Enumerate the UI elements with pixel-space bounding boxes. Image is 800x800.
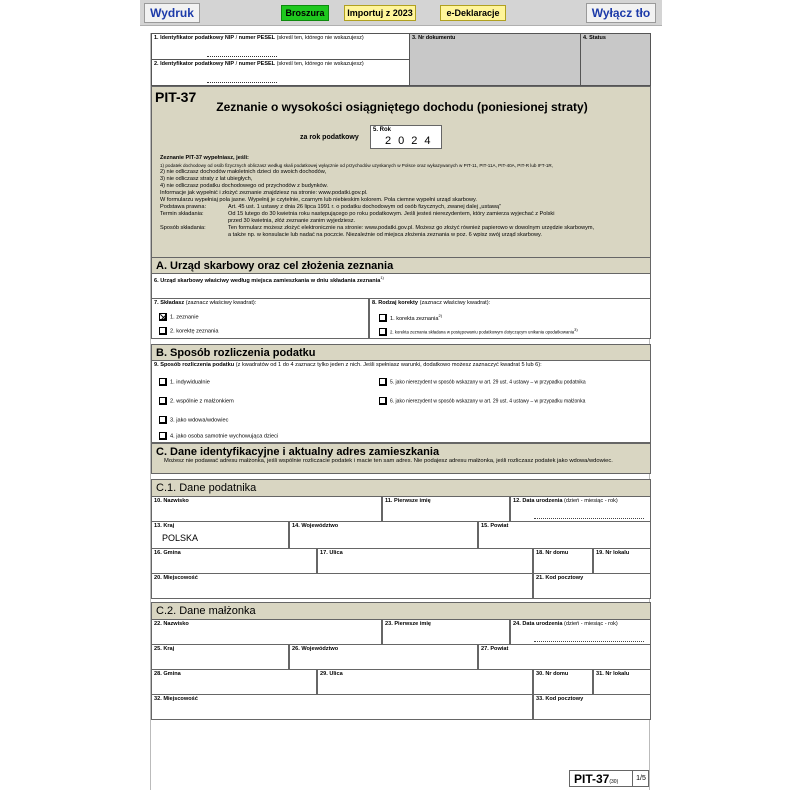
option-return[interactable]: [159, 313, 199, 321]
pesel-label-1: numer PESEL: [238, 35, 276, 41]
option-nonresident-taxpayer-label: 5. jako nierezydent w sposób wskazany w art. 29 ust. 4 ustawy – w przypadku podatnika: [390, 379, 586, 386]
spouse-house-number-field[interactable]: [533, 670, 593, 695]
checkbox-icon[interactable]: [159, 416, 167, 424]
checkbox-icon[interactable]: [379, 328, 387, 336]
section-c2-title: C.2. Dane małżonka: [151, 602, 651, 620]
deadline-label: Termin składania:: [160, 211, 204, 217]
spouse-surname-label: 22. Nazwisko: [154, 621, 189, 627]
birth-date-label: 12. Data urodzenia: [513, 498, 563, 504]
form-page: [150, 33, 650, 790]
spouse-surname-field[interactable]: [151, 620, 382, 645]
condition-1: 1) podatek dochodowy od osób fizycznych obliczasz według skali podatkowej wyłącznie od przychodów uzyskanych w Polsce oraz wykazywanych w PIT-11, PIT-11A, PIT-40A, PIT-R lub IFT-1R,: [160, 163, 554, 168]
city-label: 20. Miejscowość: [154, 575, 198, 581]
brochure-button[interactable]: Broszura: [281, 5, 329, 21]
tax-year-value: 2024: [385, 135, 438, 147]
option-return-label: 1. zeznanie: [170, 314, 199, 321]
spouse-street-field[interactable]: [317, 670, 533, 695]
tax-year-label: za rok podatkowy: [300, 134, 359, 141]
spouse-county-field[interactable]: [478, 645, 651, 670]
apartment-number-field[interactable]: [593, 549, 651, 574]
submission-type-label: 7. Składasz: [154, 300, 185, 306]
edeclaration-button[interactable]: e-Deklaracje: [440, 5, 506, 21]
tax-office-field[interactable]: [151, 274, 651, 299]
postal-code-label: 21. Kod pocztowy: [536, 575, 584, 581]
correction-type-label: 8. Rodzaj korekty: [372, 300, 419, 306]
checkbox-icon[interactable]: [159, 397, 167, 405]
city-field[interactable]: [151, 574, 533, 599]
tax-office-footnote: 1): [380, 275, 384, 280]
footer-version: (30): [609, 779, 619, 785]
option-jointly-label: 2. wspólnie z małżonkiem: [170, 398, 234, 405]
spouse-postal-code-label: 33. Kod pocztowy: [536, 696, 584, 702]
spouse-apartment-number-label: 31. Nr lokalu: [596, 671, 630, 677]
spouse-birth-date-field[interactable]: [510, 620, 651, 645]
condition-3: 3) nie odliczasz straty z lat ubiegłych,: [160, 176, 253, 182]
birth-date-note: (dzień - miesiąc - rok): [564, 498, 618, 504]
tax-office-label: 6. Urząd skarbowy właściwy według miejsca zamieszkania w dniu składania zeznania: [154, 277, 381, 284]
section-c-note: Możesz nie podawać adresu małżonka, jeśli wspólnie rozliczacie podatek i macie ten sam adres. Nie podajesz adresu małżonka, jeśli rozliczasz podatek jako wdowa/wdowiec.: [164, 458, 613, 464]
checkbox-icon[interactable]: [379, 397, 387, 405]
option-widow[interactable]: [159, 416, 228, 424]
municipality-label: 16. Gmina: [154, 550, 181, 556]
checkbox-icon[interactable]: [159, 432, 167, 440]
form-title: Zeznanie o wysokości osiągniętego dochodu (poniesionej straty): [216, 100, 588, 114]
option-nonresident-spouse[interactable]: [379, 397, 585, 405]
nip-field-1[interactable]: [151, 33, 410, 60]
info-line-2: W formularzu wypełniaj pola jasne. Wypełnij je czytelnie, czarnym lub niebieskim kolorem. Pola ciemne wypełni urząd skarbowy.: [160, 197, 477, 203]
method-text-1: Ten formularz możesz złożyć elektronicznie na stronie: www.podatki.gov.pl. Możesz go złożyć również papierowo w dowolnym urzędzie skarbowym,: [228, 225, 595, 231]
voivodeship-field[interactable]: [289, 522, 478, 549]
settlement-method-label: 9. Sposób rozliczenia podatku: [154, 362, 235, 368]
county-field[interactable]: [478, 522, 651, 549]
voivodeship-label: 14. Województwo: [292, 523, 339, 529]
first-name-field[interactable]: [382, 497, 510, 522]
checkbox-icon[interactable]: [379, 378, 387, 386]
option-nonresident-spouse-label: 6. jako nierezydent w sposób wskazany w art. 29 ust. 4 ustawy – w przypadku małżonka: [390, 398, 586, 405]
apartment-number-label: 19. Nr lokalu: [596, 550, 630, 556]
postal-code-field[interactable]: [533, 574, 651, 599]
birth-date-field[interactable]: [510, 497, 651, 522]
toggle-background-button[interactable]: Wyłącz tło: [586, 3, 656, 23]
county-label: 15. Powiat: [481, 523, 509, 529]
spouse-birth-date-label: 24. Data urodzenia: [513, 621, 563, 627]
nip-digit-boxes-1: [207, 54, 277, 57]
tax-year-field-label: 5. Rok: [373, 127, 392, 133]
info-line-1: Informacje jak wypełnić i złożyć zeznanie znajdziesz na stronie: www.podatki.gov.pl.: [160, 190, 368, 196]
nip-note-2: (skreśl ten, którego nie wskazujesz): [276, 61, 364, 67]
street-field[interactable]: [317, 549, 533, 574]
form-header: [151, 86, 651, 282]
nip-sep-2: /: [235, 61, 238, 67]
tax-year-field[interactable]: [370, 125, 442, 149]
option-correction-avoidance[interactable]: [379, 327, 578, 336]
nip-digit-boxes-2: [207, 80, 277, 83]
deadline-text-1: Od 15 lutego do 30 kwietnia roku następującego po roku podatkowym. Jeśli jesteś nierezydentem, który zamierza wyjechać z Polski: [228, 211, 555, 217]
option-correction-avoidance-footnote: 3): [574, 327, 578, 332]
spouse-city-field[interactable]: [151, 695, 533, 720]
spouse-birth-date-note: (dzień - miesiąc - rok): [564, 621, 618, 627]
section-c-title: [151, 443, 651, 474]
method-text-2: a także np. w konsulacie lub nadać na poczcie. Niezależnie od miejsca złożenia zeznania w poz. 6 wpisz swój urząd skarbowy.: [228, 232, 542, 238]
checkbox-icon[interactable]: [379, 314, 387, 322]
spouse-birth-date-boxes: [534, 639, 644, 642]
option-single-parent-label: 4. jako osoba samotnie wychowująca dzieci: [170, 433, 279, 440]
condition-2: 2) nie odliczasz dochodów małoletnich dzieci do swoich dochodów,: [160, 169, 327, 175]
option-correction-regular-label: 1. korekta zeznania: [390, 315, 439, 322]
nip-label-2: 2. Identyfikator podatkowy NIP: [154, 61, 235, 67]
spouse-first-name-label: 23. Pierwsze imię: [385, 621, 432, 627]
correction-type-note: (zaznacz właściwy kwadrat):: [419, 300, 491, 306]
option-individual[interactable]: [159, 378, 210, 386]
pesel-label-2: numer PESEL: [238, 61, 276, 67]
toolbar: [140, 0, 662, 26]
birth-date-boxes: [534, 516, 644, 519]
option-correction-label: 2. korektę zeznania: [170, 328, 219, 335]
document-number-field: [409, 33, 581, 86]
checkbox-icon[interactable]: [159, 378, 167, 386]
condition-4: 4) nie odliczasz podatku dochodowego od przychodów z budynków.: [160, 183, 328, 189]
checkbox-checked-icon[interactable]: [159, 313, 167, 321]
option-nonresident-taxpayer[interactable]: [379, 378, 586, 386]
who-files-title: Zeznanie PIT-37 wypełniasz, jeśli:: [160, 155, 249, 161]
spouse-postal-code-field[interactable]: [533, 695, 651, 720]
country-label: 13. Kraj: [154, 523, 175, 529]
page-footer: [569, 770, 649, 787]
footer-form-code: PIT-37(30): [574, 772, 619, 786]
surname-label: 10. Nazwisko: [154, 498, 189, 504]
spouse-apartment-number-field[interactable]: [593, 670, 651, 695]
option-widow-label: 3. jako wdowa/wdowiec: [170, 417, 229, 424]
form-code: PIT-37: [155, 89, 197, 105]
legal-basis-label: Podstawa prawna:: [160, 204, 207, 210]
option-correction-avoidance-label: 2. korekta zeznania składana w postępowaniu podatkowym dotyczącym unikania opodatkowania: [390, 329, 575, 335]
country-field[interactable]: [151, 522, 289, 549]
method-label: Sposób składania:: [160, 225, 206, 231]
legal-basis-text: Art. 45 ust. 1 ustawy z dnia 26 lipca 1991 r. o podatku dochodowym od osób fizycznych, zwanej dalej „ustawą”: [228, 204, 502, 210]
spouse-voivodeship-field[interactable]: [289, 645, 478, 670]
street-label: 17. Ulica: [320, 550, 343, 556]
status-field: [580, 33, 651, 86]
option-correction-regular[interactable]: [379, 313, 442, 322]
section-a-title: A. Urząd skarbowy oraz cel złożenia zeznania: [151, 257, 651, 274]
deadline-text-2: przed 30 kwietnia, złóż zeznanie zanim wyjedziesz.: [228, 218, 356, 224]
print-button[interactable]: Wydruk: [144, 3, 200, 23]
spouse-country-field[interactable]: [151, 645, 289, 670]
spouse-street-label: 29. Ulica: [320, 671, 343, 677]
option-jointly[interactable]: [159, 397, 234, 405]
spouse-country-label: 25. Kraj: [154, 646, 175, 652]
page-number: 1/5: [632, 771, 649, 786]
settlement-method-note: (z kwadratów od 1 do 4 zaznacz tylko jeden z nich. Jeśli spełniasz warunki, dodatkowo możesz zaznaczyć kwadrat 5 lub 6):: [235, 362, 542, 368]
option-single-parent[interactable]: [159, 432, 278, 440]
spouse-municipality-label: 28. Gmina: [154, 671, 181, 677]
spouse-city-label: 32. Miejscowość: [154, 696, 198, 702]
option-correction[interactable]: [159, 327, 219, 335]
first-name-label: 11. Pierwsze imię: [385, 498, 431, 504]
municipality-field[interactable]: [151, 549, 317, 574]
nip-sep-1: /: [235, 35, 238, 41]
section-c-heading: C. Dane identyfikacyjne i aktualny adres zamieszkania: [156, 446, 440, 458]
nip-note-1: (skreśl ten, którego nie wskazujesz): [276, 35, 364, 41]
house-number-field[interactable]: [533, 549, 593, 574]
submission-type-note: (zaznacz właściwy kwadrat):: [185, 300, 257, 306]
nip-field-2[interactable]: [151, 59, 410, 86]
import-button[interactable]: Importuj z 2023: [344, 5, 416, 21]
option-individual-label: 1. indywidualnie: [170, 379, 210, 386]
section-b-title: B. Sposób rozliczenia podatku: [151, 344, 651, 361]
checkbox-icon[interactable]: [159, 327, 167, 335]
spouse-first-name-field[interactable]: [382, 620, 510, 645]
house-number-label: 18. Nr domu: [536, 550, 569, 556]
option-correction-regular-footnote: 2): [438, 313, 443, 318]
spouse-voivodeship-label: 26. Województwo: [292, 646, 339, 652]
section-c1-title: C.1. Dane podatnika: [151, 479, 651, 497]
spouse-county-label: 27. Powiat: [481, 646, 509, 652]
document-number-label: 3. Nr dokumentu: [412, 35, 456, 41]
nip-label-1: 1. Identyfikator podatkowy NIP: [154, 35, 235, 41]
status-label: 4. Status: [583, 35, 606, 41]
spouse-house-number-label: 30. Nr domu: [536, 671, 569, 677]
spouse-municipality-field[interactable]: [151, 670, 317, 695]
surname-field[interactable]: [151, 497, 382, 522]
country-value: POLSKA: [162, 533, 199, 543]
